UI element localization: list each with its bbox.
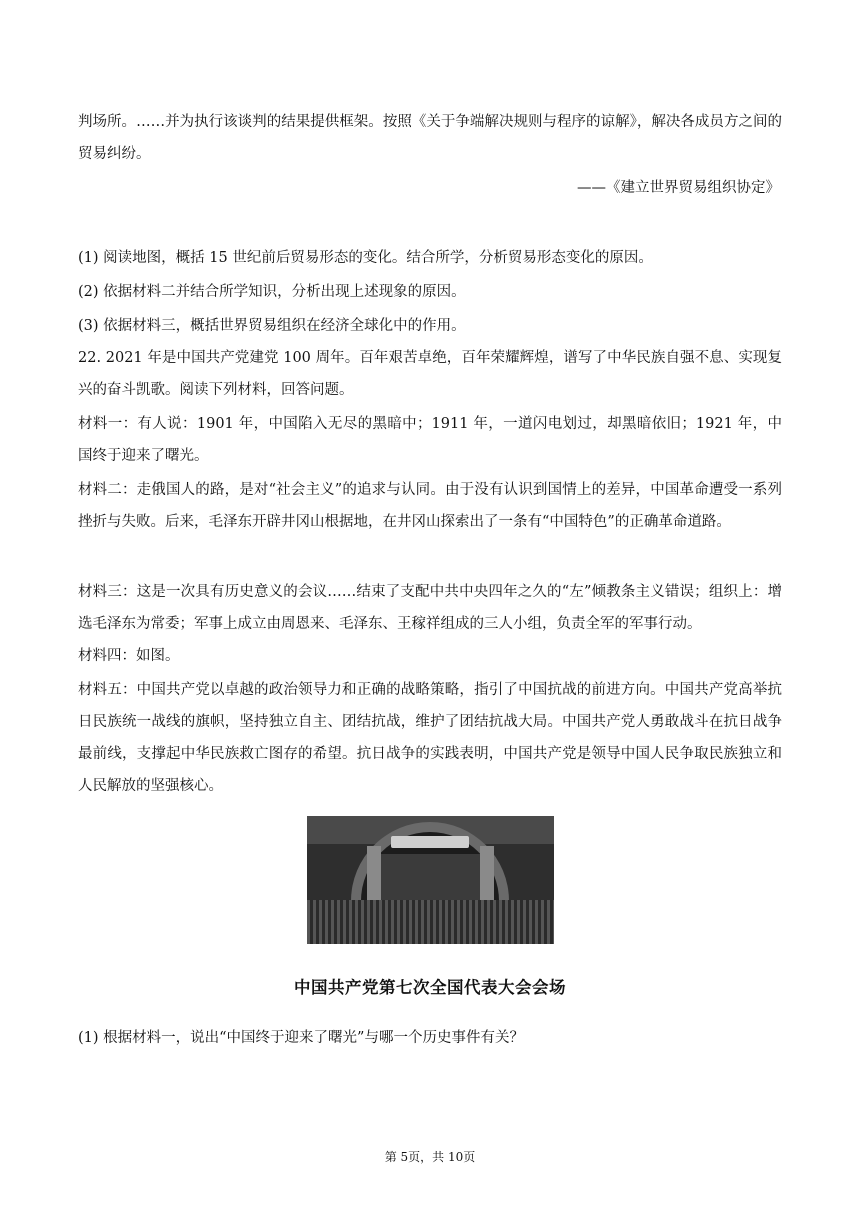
photo-banner xyxy=(391,836,469,848)
material-5: 材料五：中国共产党以卓越的政治领导力和正确的战略策略，指引了中国抗战的前进方向。中国共产党高举抗日民族统一战线的旗帜，坚持独立自主、团结抗战，维护了团结抗战大局。中国共产党人勇敢战斗在抗日战争最前线，支撑起中华民族救亡图存的希望。抗日战争的实践表明，中国共产党是领导中国人民争取民族独立和人民解放的坚强核心。 xyxy=(78,682,782,794)
photo-stage xyxy=(375,854,485,904)
intro-paragraph: 判场所。……并为执行该谈判的结果提供框架。按照《关于争端解决规则与程序的谅解》，解决各成员方之间的贸易纠纷。 xyxy=(78,114,782,162)
q21-subquestion-3: (3) 依据材料三，概括世界贸易组织在经济全球化中的作用。 xyxy=(78,318,466,334)
q21-subquestion-2: (2) 依据材料二并结合所学知识，分析出现上述现象的原因。 xyxy=(78,284,466,300)
material-3: 材料三：这是一次具有历史意义的会议……结束了支配中共中央四年之久的“左”倾教条主义错误；组织上：增选毛泽东为常委；军事上成立由周恩来、毛泽东、王稼祥组成的三人小组，负责全军的军事行动。 xyxy=(78,584,782,632)
source-citation: ——《建立世界贸易组织协定》 xyxy=(577,180,780,196)
material-1: 材料一：有人说：1901 年，中国陷入无尽的黑暗中；1911 年，一道闪电划过，却黑暗依旧；1921 年，中国终于迎来了曙光。 xyxy=(78,416,782,464)
photo-crowd xyxy=(307,900,554,944)
photo-caption: 中国共产党第七次全国代表大会会场 xyxy=(294,978,566,997)
congress-hall-photo xyxy=(307,816,554,944)
q22-subquestion-1: (1) 根据材料一，说出“中国终于迎来了曙光”与哪一个历史事件有关？ xyxy=(78,1030,524,1046)
material-2: 材料二：走俄国人的路，是对“社会主义”的追求与认同。由于没有认识到国情上的差异，中国革命遭受一系列挫折与失败。后来，毛泽东开辟井冈山根据地，在井冈山探索出了一条有“中国特色”的正确革命道路。 xyxy=(78,482,782,530)
page-footer: 第 5页，共 10页 xyxy=(384,1150,476,1164)
q22-stem: 22. 2021 年是中国共产党建党 100 周年。百年艰苦卓绝，百年荣耀辉煌，谱写了中华民族自强不息、实现复兴的奋斗凯歌。阅读下列材料，回答问题。 xyxy=(78,350,782,398)
material-4: 材料四：如图。 xyxy=(78,648,180,664)
q21-subquestion-1: (1) 阅读地图，概括 15 世纪前后贸易形态的变化。结合所学，分析贸易形态变化的原因。 xyxy=(78,250,653,266)
